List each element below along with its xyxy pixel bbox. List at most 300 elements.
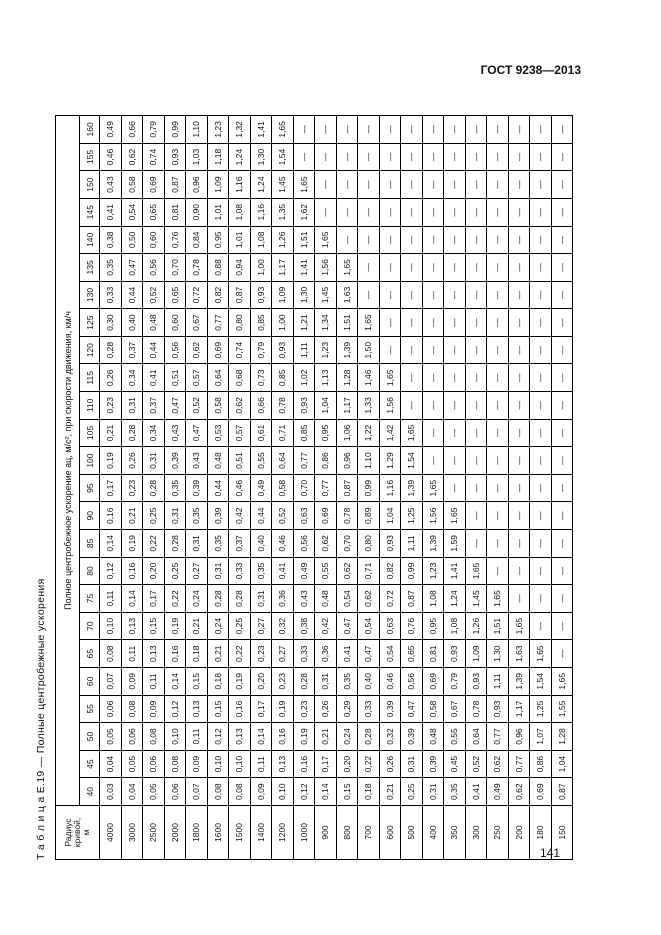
value-cell: — — [358, 116, 380, 144]
value-cell: 1,08 — [250, 226, 272, 254]
value-cell: — — [508, 226, 530, 254]
value-cell: — — [530, 226, 552, 254]
value-cell: — — [444, 364, 466, 392]
value-cell: 0,39 — [207, 502, 229, 530]
value-cell: 1,23 — [207, 116, 229, 144]
value-cell: 0,31 — [250, 585, 272, 613]
value-cell: 1,51 — [487, 612, 509, 640]
value-cell: 1,25 — [530, 695, 552, 723]
value-cell: 0,76 — [401, 612, 423, 640]
value-cell: 0,33 — [229, 557, 251, 585]
value-cell: 0,38 — [100, 226, 122, 254]
value-cell: 0,21 — [121, 502, 143, 530]
value-cell: 0,96 — [508, 723, 530, 751]
value-cell: 0,58 — [272, 474, 294, 502]
value-cell: 0,17 — [143, 585, 165, 613]
radius-cell: 1200 — [272, 806, 294, 860]
value-cell: 0,35 — [250, 557, 272, 585]
value-cell: — — [551, 198, 573, 226]
value-cell: 0,10 — [229, 750, 251, 778]
value-cell: — — [422, 198, 444, 226]
value-cell: 0,49 — [100, 116, 122, 144]
value-cell: — — [530, 585, 552, 613]
value-cell: — — [422, 392, 444, 420]
value-cell: 1,08 — [444, 612, 466, 640]
value-cell: 1,16 — [250, 198, 272, 226]
value-cell: 0,57 — [186, 364, 208, 392]
value-cell: — — [422, 254, 444, 282]
value-cell: — — [315, 171, 337, 199]
speed-header-cell: 95 — [80, 474, 100, 502]
value-cell: — — [487, 254, 509, 282]
value-cell: — — [401, 171, 423, 199]
radius-cell: 350 — [444, 806, 466, 860]
value-cell: — — [551, 474, 573, 502]
value-cell: — — [508, 281, 530, 309]
value-cell: — — [401, 143, 423, 171]
value-cell: — — [315, 143, 337, 171]
value-cell: — — [551, 640, 573, 668]
value-cell: — — [336, 171, 358, 199]
value-cell: 0,34 — [143, 419, 165, 447]
value-cell: 0,70 — [164, 254, 186, 282]
value-cell: 0,87 — [164, 171, 186, 199]
value-cell: 0,82 — [379, 557, 401, 585]
value-cell: — — [358, 281, 380, 309]
value-cell: 0,49 — [250, 474, 272, 502]
value-cell: — — [358, 171, 380, 199]
value-cell: 0,41 — [143, 364, 165, 392]
value-cell: 0,80 — [358, 530, 380, 558]
value-cell: 1,28 — [551, 723, 573, 751]
radius-cell: 150 — [551, 806, 573, 860]
value-cell: 1,11 — [401, 530, 423, 558]
value-cell: — — [336, 116, 358, 144]
value-cell: 1,04 — [551, 750, 573, 778]
value-cell: — — [551, 447, 573, 475]
value-cell: 0,46 — [272, 530, 294, 558]
value-cell: 0,40 — [121, 309, 143, 337]
table-row — [465, 116, 487, 860]
value-cell: 0,23 — [121, 474, 143, 502]
value-cell: 0,57 — [229, 419, 251, 447]
value-cell: 0,63 — [293, 502, 315, 530]
value-cell: 1,41 — [444, 557, 466, 585]
value-cell: 0,22 — [164, 585, 186, 613]
value-cell: 0,56 — [293, 530, 315, 558]
value-cell: 1,08 — [229, 198, 251, 226]
value-cell: 0,06 — [143, 750, 165, 778]
value-cell: 0,52 — [272, 502, 294, 530]
value-cell: 0,51 — [164, 364, 186, 392]
value-cell: 1,10 — [358, 447, 380, 475]
value-cell: — — [530, 502, 552, 530]
value-cell: 0,52 — [186, 392, 208, 420]
value-cell: — — [551, 336, 573, 364]
table-row — [530, 116, 552, 860]
value-cell: — — [530, 474, 552, 502]
value-cell: 0,78 — [465, 695, 487, 723]
value-cell: 1,39 — [422, 530, 444, 558]
value-cell: 0,93 — [250, 281, 272, 309]
value-cell: 0,18 — [207, 668, 229, 696]
value-cell: 1,08 — [422, 585, 444, 613]
value-cell: 1,51 — [336, 309, 358, 337]
value-cell: — — [487, 392, 509, 420]
value-cell: — — [358, 254, 380, 282]
value-cell: 1,11 — [293, 336, 315, 364]
speed-header-cell: 140 — [80, 226, 100, 254]
value-cell: 0,26 — [121, 447, 143, 475]
radius-column-header — [56, 806, 100, 860]
value-cell: 0,12 — [100, 557, 122, 585]
value-cell: 0,17 — [315, 750, 337, 778]
value-cell: 0,12 — [293, 778, 315, 806]
value-cell: — — [465, 254, 487, 282]
value-cell: 0,69 — [422, 668, 444, 696]
value-cell: 0,39 — [379, 695, 401, 723]
speed-header-cell: 155 — [80, 143, 100, 171]
value-cell: 0,13 — [272, 750, 294, 778]
value-cell: 1,42 — [379, 419, 401, 447]
value-cell: — — [336, 226, 358, 254]
value-cell: — — [336, 143, 358, 171]
value-cell: 1,33 — [358, 392, 380, 420]
value-cell: 0,14 — [164, 668, 186, 696]
value-cell: — — [422, 171, 444, 199]
value-cell: 0,48 — [422, 723, 444, 751]
value-cell: 0,22 — [358, 750, 380, 778]
value-cell: — — [422, 116, 444, 144]
value-cell: 1,16 — [379, 474, 401, 502]
value-cell: 0,43 — [100, 171, 122, 199]
value-cell: 0,52 — [465, 750, 487, 778]
value-cell: — — [530, 143, 552, 171]
value-cell: 0,55 — [444, 723, 466, 751]
value-cell: 1,04 — [315, 392, 337, 420]
value-cell: 1,65 — [401, 419, 423, 447]
value-cell: 1,65 — [358, 309, 380, 337]
radius-cell: 2000 — [164, 806, 186, 860]
value-cell: 0,23 — [272, 668, 294, 696]
table-row — [293, 116, 315, 860]
value-cell: 0,56 — [401, 668, 423, 696]
value-cell: 0,77 — [207, 309, 229, 337]
value-cell: 0,60 — [143, 226, 165, 254]
speed-group-header: Полное центробежное ускорение aц, м/с², при скорости движения, км/ч — [56, 116, 80, 806]
table-row — [336, 116, 358, 860]
value-cell: 0,95 — [422, 612, 444, 640]
value-cell: 0,35 — [207, 530, 229, 558]
value-cell: — — [401, 116, 423, 144]
value-cell: — — [401, 309, 423, 337]
value-cell: 0,23 — [100, 392, 122, 420]
value-cell: — — [551, 585, 573, 613]
value-cell: 0,49 — [487, 778, 509, 806]
value-cell: 1,63 — [508, 640, 530, 668]
value-cell: 0,08 — [207, 778, 229, 806]
value-cell: — — [551, 309, 573, 337]
value-cell: 0,28 — [100, 336, 122, 364]
value-cell: 0,62 — [358, 585, 380, 613]
value-cell: 0,26 — [100, 364, 122, 392]
value-cell: 0,13 — [229, 723, 251, 751]
value-cell: — — [530, 447, 552, 475]
value-cell: 0,76 — [164, 226, 186, 254]
value-cell: — — [508, 309, 530, 337]
value-cell: 0,08 — [229, 778, 251, 806]
value-cell: 0,43 — [164, 419, 186, 447]
value-cell: 1,41 — [293, 254, 315, 282]
value-cell: 0,81 — [164, 198, 186, 226]
value-cell: 0,95 — [315, 419, 337, 447]
value-cell: — — [422, 447, 444, 475]
value-cell: — — [487, 557, 509, 585]
speed-header-cell: 70 — [80, 612, 100, 640]
value-cell: 0,87 — [401, 585, 423, 613]
value-cell: 0,25 — [143, 502, 165, 530]
value-cell: 0,10 — [207, 750, 229, 778]
value-cell: 0,88 — [207, 254, 229, 282]
value-cell: — — [465, 336, 487, 364]
value-cell: 0,66 — [121, 116, 143, 144]
value-cell: 0,20 — [250, 668, 272, 696]
value-cell: 0,54 — [358, 612, 380, 640]
table-row — [379, 116, 401, 860]
value-cell: 0,64 — [272, 447, 294, 475]
value-cell: 0,47 — [164, 392, 186, 420]
value-cell: 0,89 — [358, 502, 380, 530]
speed-header-cell: 150 — [80, 171, 100, 199]
value-cell: 0,48 — [143, 309, 165, 337]
value-cell: 0,12 — [207, 723, 229, 751]
value-cell: 0,48 — [315, 585, 337, 613]
radius-cell: 600 — [379, 806, 401, 860]
value-cell: 0,93 — [465, 668, 487, 696]
value-cell: 0,16 — [272, 723, 294, 751]
radius-cell: 1400 — [250, 806, 272, 860]
value-cell: 0,26 — [315, 695, 337, 723]
value-cell: 0,16 — [293, 750, 315, 778]
value-cell: 0,08 — [121, 695, 143, 723]
value-cell: 0,16 — [100, 502, 122, 530]
value-cell: 0,28 — [164, 530, 186, 558]
table-header-row — [56, 116, 80, 860]
value-cell: 0,21 — [207, 640, 229, 668]
value-cell: 0,62 — [186, 336, 208, 364]
value-cell: 0,26 — [379, 750, 401, 778]
value-cell: 0,74 — [229, 336, 251, 364]
value-cell: — — [444, 447, 466, 475]
speed-header-cell: 80 — [80, 557, 100, 585]
value-cell: 0,94 — [229, 254, 251, 282]
value-cell: 1,24 — [444, 585, 466, 613]
value-cell: 0,28 — [229, 585, 251, 613]
table-row — [358, 116, 380, 860]
value-cell: — — [508, 419, 530, 447]
value-cell: 0,11 — [100, 585, 122, 613]
value-cell: — — [508, 392, 530, 420]
table-row — [401, 116, 423, 860]
value-cell: 0,43 — [293, 585, 315, 613]
value-cell: 0,06 — [121, 723, 143, 751]
value-cell: 0,86 — [530, 750, 552, 778]
value-cell: 0,28 — [207, 585, 229, 613]
value-cell: 0,19 — [121, 530, 143, 558]
value-cell: 1,28 — [336, 364, 358, 392]
value-cell: 0,36 — [315, 640, 337, 668]
radius-cell: 700 — [358, 806, 380, 860]
value-cell: 0,20 — [143, 557, 165, 585]
value-cell: 1,16 — [229, 171, 251, 199]
value-cell: 1,65 — [508, 612, 530, 640]
value-cell: 0,73 — [250, 364, 272, 392]
value-cell: 0,11 — [250, 750, 272, 778]
value-cell: 0,86 — [315, 447, 337, 475]
value-cell: — — [508, 502, 530, 530]
value-cell: 1,65 — [551, 668, 573, 696]
corner-line-3: м — [80, 829, 91, 836]
speed-header-row — [80, 116, 100, 860]
value-cell: 0,21 — [100, 419, 122, 447]
value-cell: 0,48 — [207, 447, 229, 475]
value-cell: — — [530, 612, 552, 640]
value-cell: 1,39 — [336, 336, 358, 364]
value-cell: 0,96 — [336, 447, 358, 475]
table-row — [487, 116, 509, 860]
value-cell: 0,69 — [143, 171, 165, 199]
value-cell: 0,58 — [422, 695, 444, 723]
value-cell: 1,01 — [207, 198, 229, 226]
value-cell: 0,47 — [401, 695, 423, 723]
value-cell: 0,60 — [164, 309, 186, 337]
value-cell: 0,28 — [121, 419, 143, 447]
value-cell: 0,79 — [250, 336, 272, 364]
value-cell: 1,29 — [379, 447, 401, 475]
value-cell: 1,06 — [336, 419, 358, 447]
value-cell: — — [508, 116, 530, 144]
value-cell: 0,39 — [164, 447, 186, 475]
value-cell: — — [530, 364, 552, 392]
value-cell: 0,54 — [121, 198, 143, 226]
value-cell: 0,41 — [336, 640, 358, 668]
value-cell: — — [508, 364, 530, 392]
value-cell: — — [422, 281, 444, 309]
speed-header-cell: 50 — [80, 723, 100, 751]
value-cell: — — [530, 419, 552, 447]
value-cell: 0,16 — [229, 695, 251, 723]
value-cell: 0,70 — [336, 530, 358, 558]
value-cell: — — [530, 336, 552, 364]
value-cell: 0,93 — [487, 695, 509, 723]
value-cell: — — [379, 254, 401, 282]
value-cell: 0,31 — [143, 447, 165, 475]
value-cell: 0,79 — [444, 668, 466, 696]
value-cell: 0,41 — [272, 557, 294, 585]
value-cell: — — [379, 281, 401, 309]
value-cell: 0,15 — [186, 668, 208, 696]
value-cell: 0,24 — [207, 612, 229, 640]
value-cell: — — [293, 116, 315, 144]
value-cell: 0,12 — [164, 695, 186, 723]
value-cell: 1,56 — [379, 392, 401, 420]
radius-cell: 900 — [315, 806, 337, 860]
value-cell: 1,24 — [229, 143, 251, 171]
value-cell: 0,24 — [186, 585, 208, 613]
value-cell: 0,21 — [315, 723, 337, 751]
value-cell: 1,65 — [315, 226, 337, 254]
value-cell: 0,63 — [379, 612, 401, 640]
value-cell: 0,41 — [100, 198, 122, 226]
value-cell: 1,62 — [293, 198, 315, 226]
value-cell: — — [422, 143, 444, 171]
value-cell: 0,08 — [143, 723, 165, 751]
value-cell: 0,38 — [293, 612, 315, 640]
value-cell: 0,17 — [100, 474, 122, 502]
value-cell: — — [379, 143, 401, 171]
value-cell: 1,00 — [250, 254, 272, 282]
table-row — [272, 116, 294, 860]
table-row — [444, 116, 466, 860]
value-cell: — — [465, 171, 487, 199]
value-cell: — — [551, 530, 573, 558]
value-cell: — — [530, 254, 552, 282]
value-cell: 0,56 — [143, 254, 165, 282]
value-cell: — — [487, 226, 509, 254]
value-cell: 0,17 — [250, 695, 272, 723]
value-cell: 0,04 — [121, 778, 143, 806]
value-cell: — — [465, 364, 487, 392]
radius-cell: 4000 — [100, 806, 122, 860]
radius-cell: 250 — [487, 806, 509, 860]
value-cell: 1,17 — [508, 695, 530, 723]
value-cell: 0,34 — [121, 364, 143, 392]
value-cell: 0,10 — [100, 612, 122, 640]
value-cell: 1,07 — [530, 723, 552, 751]
value-cell: 0,53 — [207, 419, 229, 447]
value-cell: 1,45 — [272, 171, 294, 199]
value-cell: 0,37 — [143, 392, 165, 420]
value-cell: 1,65 — [293, 171, 315, 199]
value-cell: 1,65 — [336, 254, 358, 282]
value-cell: — — [487, 502, 509, 530]
document-header: ГОСТ 9238—2013 — [480, 63, 581, 77]
value-cell: 0,31 — [315, 668, 337, 696]
value-cell: 0,32 — [272, 612, 294, 640]
value-cell: — — [487, 447, 509, 475]
value-cell: 0,15 — [336, 778, 358, 806]
value-cell: 0,85 — [293, 419, 315, 447]
value-cell: 0,66 — [250, 392, 272, 420]
value-cell: 0,90 — [186, 198, 208, 226]
value-cell: — — [444, 309, 466, 337]
radius-cell: 1800 — [186, 806, 208, 860]
value-cell: 0,28 — [293, 668, 315, 696]
value-cell: — — [444, 171, 466, 199]
acceleration-table — [55, 115, 573, 860]
value-cell: 0,11 — [121, 640, 143, 668]
table-row — [121, 116, 143, 860]
radius-cell: 1500 — [229, 806, 251, 860]
value-cell: 0,93 — [379, 530, 401, 558]
value-cell: 0,27 — [250, 612, 272, 640]
value-cell: — — [465, 474, 487, 502]
value-cell: — — [465, 143, 487, 171]
value-cell: 1,09 — [207, 171, 229, 199]
value-cell: 0,44 — [207, 474, 229, 502]
value-cell: — — [508, 254, 530, 282]
value-cell: — — [358, 226, 380, 254]
